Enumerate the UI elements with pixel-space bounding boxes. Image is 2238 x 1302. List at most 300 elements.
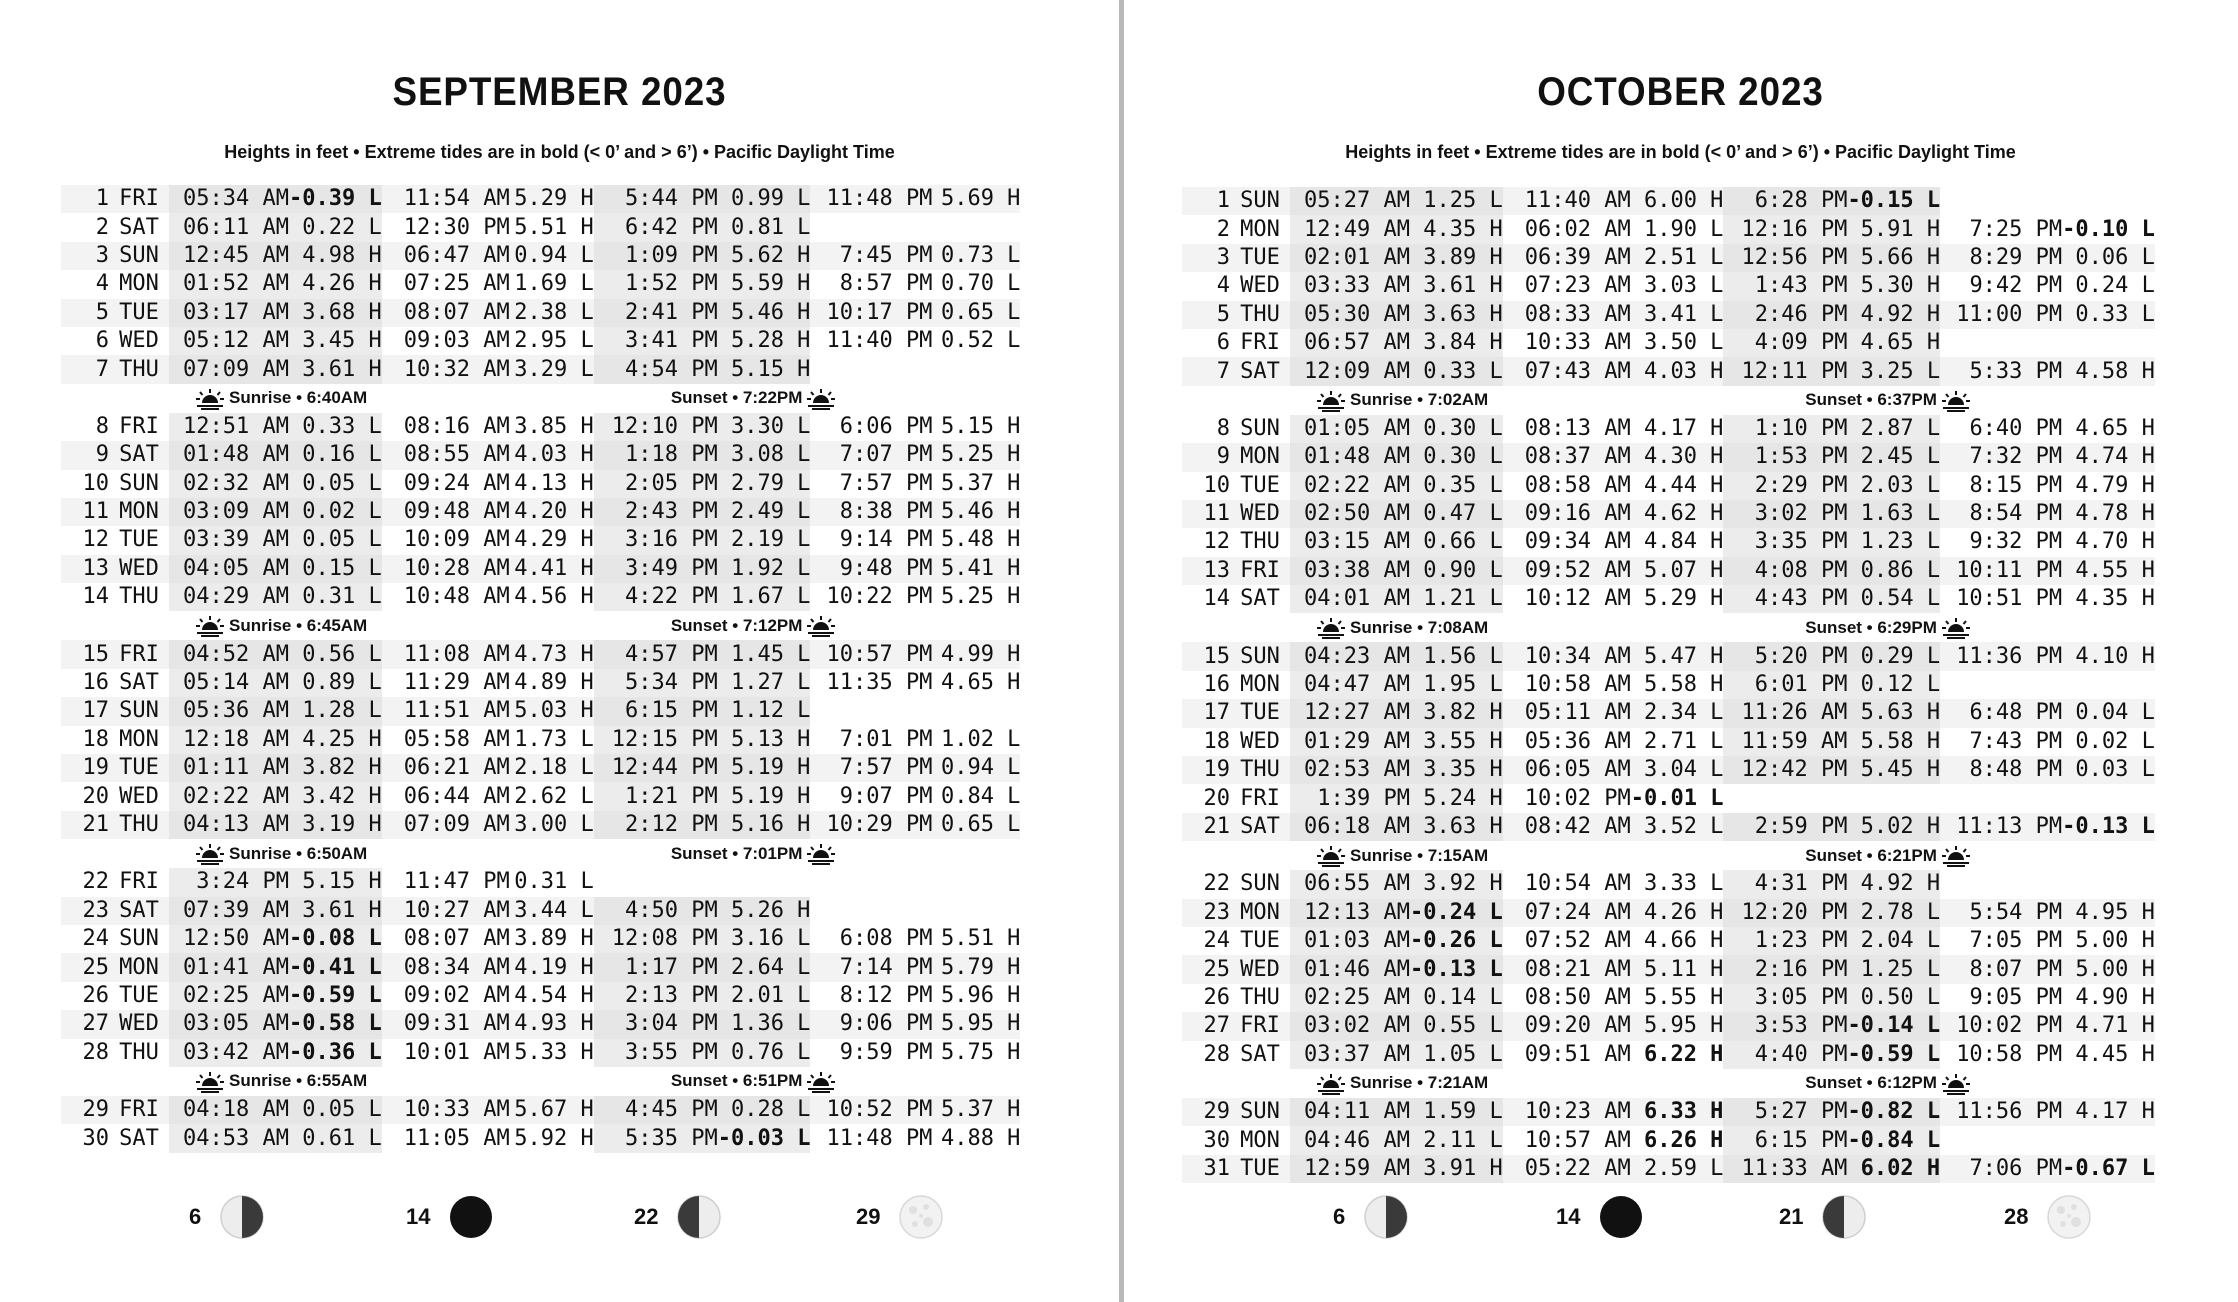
tide-time: 3:41 PM — [594, 327, 718, 355]
weekday: THU — [119, 584, 159, 610]
tide-height: 4.90 H — [2075, 984, 2155, 1010]
tide-height: 2.18 L — [510, 754, 594, 782]
tide-height: 6.26 H — [1643, 1127, 1724, 1153]
tide-height: -0.08 L — [289, 925, 382, 953]
tide-time: 7:01 PM — [839, 726, 933, 752]
tide-height: -0.10 L — [2062, 216, 2155, 242]
weekday: WED — [119, 783, 159, 809]
sunset-cell — [510, 611, 1021, 640]
day-number: 22 — [82, 869, 109, 895]
tide-height: 0.94 L — [932, 754, 1020, 782]
tide-height: 6.22 H — [1643, 1041, 1724, 1067]
tide-time: 8:48 PM — [1940, 756, 2062, 784]
tide-height: 0.90 L — [1410, 557, 1503, 585]
tide-time: 3:02 PM — [1723, 500, 1847, 528]
tide-height: 2.11 L — [1410, 1126, 1503, 1154]
tide-height: 4.03 H — [510, 441, 594, 469]
weekday: SUN — [1240, 871, 1280, 897]
tide-row — [61, 498, 1020, 526]
tide-height: 1.59 L — [1410, 1098, 1503, 1126]
tide-time: 6:08 PM — [839, 926, 933, 952]
tide-time: 08:58 AM — [1524, 472, 1631, 498]
day-number: 9 — [61, 441, 109, 469]
weekday: SAT — [119, 1125, 159, 1151]
sun-times-row — [61, 1067, 1020, 1096]
tide-height: 5.92 H — [514, 1125, 594, 1151]
day-number: 21 — [61, 811, 109, 839]
sunrise-label: Sunrise • 7:08AM — [1350, 617, 1489, 637]
tide-height: 0.65 L — [932, 811, 1020, 839]
tide-height: 5.95 H — [932, 1010, 1020, 1038]
sunset-cell — [1631, 1069, 2155, 1098]
sunset-label: Sunset • 7:22PM — [670, 388, 803, 408]
tide-time: 10:28 AM — [382, 555, 510, 583]
tide-height — [718, 868, 811, 896]
tide-height: 4.35 H — [2075, 586, 2155, 612]
tide-height: 0.02 L — [2075, 728, 2155, 754]
weekday: WED — [119, 328, 159, 354]
tide-time: 04:46 AM — [1290, 1126, 1410, 1154]
weekday: SUN — [1240, 415, 1280, 441]
tide-row — [61, 185, 1020, 213]
tide-time: 07:09 AM — [382, 811, 510, 839]
tide-height: 0.65 L — [932, 299, 1020, 327]
tide-time: 5:35 PM — [594, 1124, 718, 1152]
tide-time: 07:25 AM — [403, 271, 510, 297]
tide-row — [61, 697, 1020, 725]
day-number: 2 — [1216, 216, 1230, 242]
sunrise-cell — [61, 384, 510, 413]
tide-height: 0.31 L — [514, 869, 594, 895]
tide-height: 2.59 L — [1631, 1155, 1724, 1183]
tide-height: -0.13 L — [2062, 813, 2155, 841]
day-number: 17 — [61, 697, 109, 725]
tide-height: 3.82 H — [289, 754, 382, 782]
tide-time: 11:48 PM — [826, 1125, 933, 1151]
sunset-icon — [1941, 390, 1971, 412]
tide-row — [1182, 756, 2155, 784]
tide-height — [932, 213, 1020, 241]
tide-height: 4.45 H — [2075, 1041, 2155, 1067]
sunrise-icon — [1316, 845, 1346, 867]
tide-height: 1.63 L — [1847, 500, 1940, 528]
tide-height: 1.67 L — [718, 583, 811, 611]
weekday: FRI — [109, 185, 169, 213]
tide-height: 0.54 L — [1847, 585, 1940, 613]
weekday: SAT — [1230, 813, 1290, 841]
tide-time: 10:12 AM — [1524, 586, 1631, 612]
tide-time: 05:34 AM — [169, 185, 289, 213]
tide-height: 0.56 L — [289, 640, 382, 668]
tide-height: 5.63 H — [1847, 699, 1940, 727]
tide-height — [2062, 329, 2155, 357]
weekday: WED — [109, 555, 169, 583]
weekday: SAT — [1230, 357, 1290, 385]
day-number: 6 — [95, 328, 109, 354]
weekday: MON — [1240, 1127, 1280, 1153]
tide-height: 3.19 H — [289, 811, 382, 839]
moon-phase-day: 6 — [1333, 1204, 1346, 1229]
tide-height: 1.95 L — [1410, 671, 1503, 699]
tide-time: 3:16 PM — [594, 526, 718, 554]
tide-height: 3.63 H — [1410, 813, 1503, 841]
tide-height: 4.88 H — [940, 1125, 1021, 1151]
tide-height: 4.56 H — [514, 584, 594, 610]
weekday: WED — [1240, 273, 1280, 299]
weekday: THU — [119, 1039, 159, 1065]
tide-time: 9:59 PM — [839, 1039, 933, 1065]
tide-height: 0.94 L — [510, 242, 594, 270]
tide-time: 01:41 AM — [169, 953, 289, 981]
day-number: 13 — [1182, 557, 1230, 585]
tide-time: 07:43 AM — [1503, 357, 1631, 385]
tide-height: 5.69 H — [932, 185, 1020, 213]
tide-height: 5.51 H — [514, 214, 594, 240]
tide-height: -0.01 L — [1630, 785, 1724, 811]
tide-height: 3.16 L — [718, 925, 811, 953]
day-number: 2 — [95, 214, 109, 240]
tide-time: 12:27 AM — [1290, 699, 1410, 727]
weekday: THU — [109, 355, 169, 383]
tide-time: 2:16 PM — [1723, 955, 1847, 983]
day-number: 8 — [95, 413, 109, 439]
tide-height: 2.79 L — [718, 470, 811, 498]
tide-time: 5:27 PM — [1723, 1098, 1847, 1126]
sunset-icon — [1941, 1073, 1971, 1095]
tide-row — [1182, 955, 2155, 983]
tide-height: 0.05 L — [289, 1096, 382, 1124]
tide-time: 8:07 PM — [1940, 955, 2062, 983]
tide-height: 1.21 L — [1410, 585, 1503, 613]
tide-height: 3.89 H — [514, 926, 594, 952]
tide-height: 4.95 H — [2062, 899, 2155, 927]
tide-height: 6.02 H — [1847, 1155, 1940, 1183]
tide-time: 10:58 PM — [1956, 1041, 2063, 1067]
tide-height: 5.58 H — [1643, 672, 1724, 698]
moon-phase-item — [1333, 1194, 1409, 1240]
tide-time — [1940, 870, 2062, 898]
moon-phase-item — [634, 1194, 722, 1240]
day-number: 19 — [1182, 756, 1230, 784]
day-number: 19 — [61, 754, 109, 782]
tide-height: 4.26 H — [1631, 899, 1724, 927]
weekday: FRI — [109, 640, 169, 668]
tide-height: 4.89 H — [514, 670, 594, 696]
day-number: 1 — [61, 185, 109, 213]
tide-time: 2:46 PM — [1723, 301, 1847, 329]
tide-time: 1:17 PM — [594, 953, 718, 981]
tide-row — [61, 583, 1020, 611]
tide-height: -0.13 L — [1410, 955, 1503, 983]
tide-time: 7:14 PM — [810, 953, 932, 981]
tide-row — [1182, 415, 2155, 443]
moon-phase-item — [1779, 1194, 1867, 1240]
tide-time: 12:30 PM — [403, 214, 510, 240]
tide-height: 5.15 H — [940, 413, 1021, 439]
tide-height: 0.05 L — [289, 470, 382, 498]
tide-height: 5.13 H — [718, 726, 811, 754]
tide-time: 7:06 PM — [1940, 1155, 2062, 1183]
tide-time: 02:50 AM — [1290, 500, 1410, 528]
tide-height: 0.33 L — [2062, 301, 2155, 329]
tide-height: 1.90 L — [1643, 216, 1724, 242]
first-quarter-moon-icon — [676, 1194, 722, 1240]
sunrise-cell — [1182, 841, 1631, 870]
tide-time: 02:32 AM — [169, 470, 289, 498]
weekday: SAT — [119, 670, 159, 696]
tide-time: 12:42 PM — [1723, 756, 1847, 784]
tide-time: 05:22 AM — [1503, 1155, 1631, 1183]
tide-time: 11:08 AM — [382, 640, 510, 668]
sunset-label: Sunset • 6:51PM — [670, 1071, 803, 1091]
tide-time: 3:05 PM — [1723, 984, 1847, 1012]
tide-height: 4.35 H — [1410, 215, 1503, 243]
tide-height: 5.45 H — [1847, 756, 1940, 784]
day-number: 10 — [1203, 472, 1230, 498]
tide-time: 07:52 AM — [1524, 928, 1631, 954]
tide-height: 5.46 H — [718, 299, 811, 327]
sunrise-icon — [195, 388, 225, 410]
tide-time: 06:11 AM — [169, 213, 289, 241]
day-number: 7 — [61, 355, 109, 383]
tide-row — [61, 355, 1020, 383]
tide-time: 7:05 PM — [1969, 928, 2063, 954]
tide-height: -0.84 L — [1847, 1126, 1940, 1154]
tide-height: 2.38 L — [510, 299, 594, 327]
tide-time: 05:14 AM — [169, 669, 289, 697]
tide-time: 6:48 PM — [1940, 699, 2062, 727]
tide-time: 4:57 PM — [594, 640, 718, 668]
moon-phase-item — [856, 1194, 944, 1240]
tide-height: 3.50 L — [1643, 330, 1724, 356]
tide-time: 04:52 AM — [169, 640, 289, 668]
sunrise-label: Sunrise • 7:02AM — [1350, 390, 1489, 410]
tide-height: 3.29 L — [510, 355, 594, 383]
tide-time: 11:29 AM — [403, 670, 510, 696]
tide-height: 5.28 H — [718, 327, 811, 355]
tide-height: 2.19 L — [718, 526, 811, 554]
tide-height: 4.20 H — [510, 498, 594, 526]
tide-height: 5.15 H — [718, 355, 811, 383]
weekday: TUE — [109, 754, 169, 782]
tide-time: 08:07 AM — [382, 299, 510, 327]
tide-time: 11:59 AM — [1723, 728, 1847, 756]
tide-height: 1.36 L — [718, 1010, 811, 1038]
tide-time: 05:36 AM — [169, 697, 289, 725]
tide-height: 0.22 L — [289, 213, 382, 241]
tide-time: 6:15 PM — [1723, 1126, 1847, 1154]
tide-time: 03:05 AM — [169, 1010, 289, 1038]
moon-phase-item — [1556, 1194, 1644, 1240]
tide-row — [1182, 187, 2155, 215]
tide-height: 2.51 L — [1631, 244, 1724, 272]
tide-time: 12:20 PM — [1723, 899, 1847, 927]
tide-time: 01:11 AM — [169, 754, 289, 782]
weekday: THU — [1230, 301, 1290, 329]
sunrise-label: Sunrise • 7:15AM — [1350, 845, 1489, 865]
tide-height: 2.78 L — [1847, 899, 1940, 927]
tide-height: 4.70 H — [2075, 529, 2155, 555]
tide-time: 04:29 AM — [169, 583, 289, 611]
tide-time — [1723, 784, 1847, 812]
day-number: 20 — [1203, 785, 1230, 811]
tide-time: 10:27 AM — [382, 897, 510, 925]
moon-phase-strip — [0, 1194, 1119, 1254]
tide-time: 09:20 AM — [1503, 1012, 1631, 1040]
day-number: 1 — [1182, 187, 1230, 215]
tide-row — [61, 811, 1020, 839]
tide-height: 3.89 H — [1410, 244, 1503, 272]
sunrise-label: Sunrise • 7:21AM — [1350, 1073, 1489, 1093]
tide-time: 12:18 AM — [169, 726, 289, 754]
weekday: WED — [1240, 728, 1280, 754]
tide-time: 10:51 PM — [1956, 586, 2063, 612]
tide-height: 4.41 H — [510, 555, 594, 583]
weekday: FRI — [1230, 1012, 1290, 1040]
tide-height: 1.92 L — [718, 555, 811, 583]
tide-height: 0.61 L — [289, 1124, 382, 1152]
sunset-icon — [1941, 845, 1971, 867]
sunset-cell — [1631, 613, 2155, 642]
tide-time: 4:50 PM — [594, 897, 718, 925]
day-number: 23 — [61, 897, 109, 925]
tide-time: 02:25 AM — [1290, 984, 1410, 1012]
tide-height: 2.95 L — [514, 328, 594, 354]
weekday: FRI — [119, 869, 159, 895]
tide-time — [810, 697, 932, 725]
tide-time: 12:11 PM — [1723, 357, 1847, 385]
tide-time: 10:01 AM — [403, 1039, 510, 1065]
sunrise-icon — [195, 843, 225, 865]
tide-row — [1182, 671, 2155, 699]
sun-times-row — [1182, 1069, 2155, 1098]
weekday: SUN — [119, 926, 159, 952]
tide-height: 4.13 H — [514, 470, 594, 496]
tide-height: -0.58 L — [289, 1010, 382, 1038]
sunrise-cell — [1182, 1069, 1631, 1098]
tide-time — [1940, 784, 2062, 812]
tide-height: 4.44 H — [1643, 472, 1724, 498]
tide-time: 10:09 AM — [403, 527, 510, 553]
tide-height: 0.12 L — [1847, 671, 1940, 699]
tide-height: 5.26 H — [718, 897, 811, 925]
tide-time: 11:05 AM — [403, 1125, 510, 1151]
tide-time: 1:21 PM — [594, 782, 718, 810]
last-quarter-moon-icon — [1363, 1194, 1409, 1240]
tide-time: 10:34 AM — [1503, 642, 1631, 670]
tide-time: 10:57 PM — [810, 640, 932, 668]
day-number: 6 — [1216, 330, 1230, 356]
tide-height: 3.00 L — [510, 811, 594, 839]
moon-phase-day: 28 — [2004, 1204, 2029, 1229]
day-number: 22 — [1203, 871, 1230, 897]
october-page — [1121, 0, 2238, 1302]
tide-time — [1940, 187, 2062, 215]
tide-height: 4.55 H — [2062, 557, 2155, 585]
weekday: SUN — [1230, 642, 1290, 670]
tide-height: 4.29 H — [514, 527, 594, 553]
sunset-cell — [510, 384, 1021, 413]
sunset-icon — [806, 1071, 836, 1093]
tide-row — [1182, 927, 2155, 955]
weekday: TUE — [109, 299, 169, 327]
tide-row — [61, 242, 1020, 270]
tide-time: 09:34 AM — [1524, 529, 1631, 555]
tide-height: 0.31 L — [289, 583, 382, 611]
tide-row — [1182, 1126, 2155, 1154]
tide-height: -0.82 L — [1847, 1098, 1940, 1126]
tide-time: 6:28 PM — [1723, 187, 1847, 215]
tide-height: 1.25 L — [1847, 955, 1940, 983]
tide-height: 5.66 H — [1847, 244, 1940, 272]
tide-time: 8:54 PM — [1940, 500, 2062, 528]
day-number: 14 — [82, 584, 109, 610]
tide-height: 4.10 H — [2062, 642, 2155, 670]
tide-row — [61, 953, 1020, 981]
new-moon-icon — [1598, 1194, 1644, 1240]
tide-height: 5.07 H — [1631, 557, 1724, 585]
tide-row — [1182, 500, 2155, 528]
tide-time: 7:07 PM — [810, 441, 932, 469]
weekday: SAT — [1240, 1041, 1280, 1067]
tide-time: 04:23 AM — [1290, 642, 1410, 670]
tide-time: 10:54 AM — [1524, 871, 1631, 897]
tide-height: 0.86 L — [1847, 557, 1940, 585]
tide-time: 11:48 PM — [810, 185, 932, 213]
tide-time: 02:22 AM — [169, 782, 289, 810]
weekday: SUN — [1230, 1098, 1290, 1126]
tide-height: 1.02 L — [940, 726, 1021, 752]
tide-row — [1182, 443, 2155, 471]
tide-height: 3.63 H — [1410, 301, 1503, 329]
weekday: WED — [109, 1010, 169, 1038]
tide-time: 5:34 PM — [594, 669, 718, 697]
tide-row — [61, 754, 1020, 782]
weekday: FRI — [1230, 557, 1290, 585]
sunset-label: Sunset • 6:12PM — [1805, 1073, 1937, 1093]
tide-time: 09:03 AM — [403, 328, 510, 354]
weekday: MON — [119, 726, 159, 752]
tide-row — [1182, 557, 2155, 585]
tide-time: 10:52 PM — [810, 1096, 932, 1124]
tide-time: 05:58 AM — [403, 726, 510, 752]
tide-time: 4:45 PM — [594, 1096, 718, 1124]
tide-height: 4.92 H — [1847, 301, 1940, 329]
tide-time: 7:25 PM — [1969, 216, 2063, 242]
tide-height: -0.39 L — [289, 185, 382, 213]
tide-height: 0.66 L — [1410, 528, 1503, 556]
tide-time: 9:07 PM — [839, 783, 933, 809]
tide-time: 10:32 AM — [382, 355, 510, 383]
tide-height: 5.62 H — [718, 242, 811, 270]
tide-height: 2.71 L — [1643, 728, 1724, 754]
tide-time: 8:38 PM — [810, 498, 932, 526]
tide-time: 01:03 AM — [1290, 927, 1410, 955]
tide-height: 3.68 H — [289, 299, 382, 327]
weekday: MON — [1230, 443, 1290, 471]
tide-time: 2:41 PM — [594, 299, 718, 327]
tide-time — [1940, 1126, 2062, 1154]
sunset-icon — [806, 843, 836, 865]
tide-time: 3:35 PM — [1723, 528, 1847, 556]
tide-height: 0.50 L — [1847, 984, 1940, 1012]
tide-height: -0.41 L — [289, 953, 382, 981]
tide-row — [61, 327, 1020, 355]
tide-time: 06:44 AM — [403, 783, 510, 809]
day-number: 5 — [1182, 301, 1230, 329]
tide-height: 2.03 L — [1847, 472, 1940, 500]
tide-height: 5.75 H — [940, 1039, 1021, 1065]
